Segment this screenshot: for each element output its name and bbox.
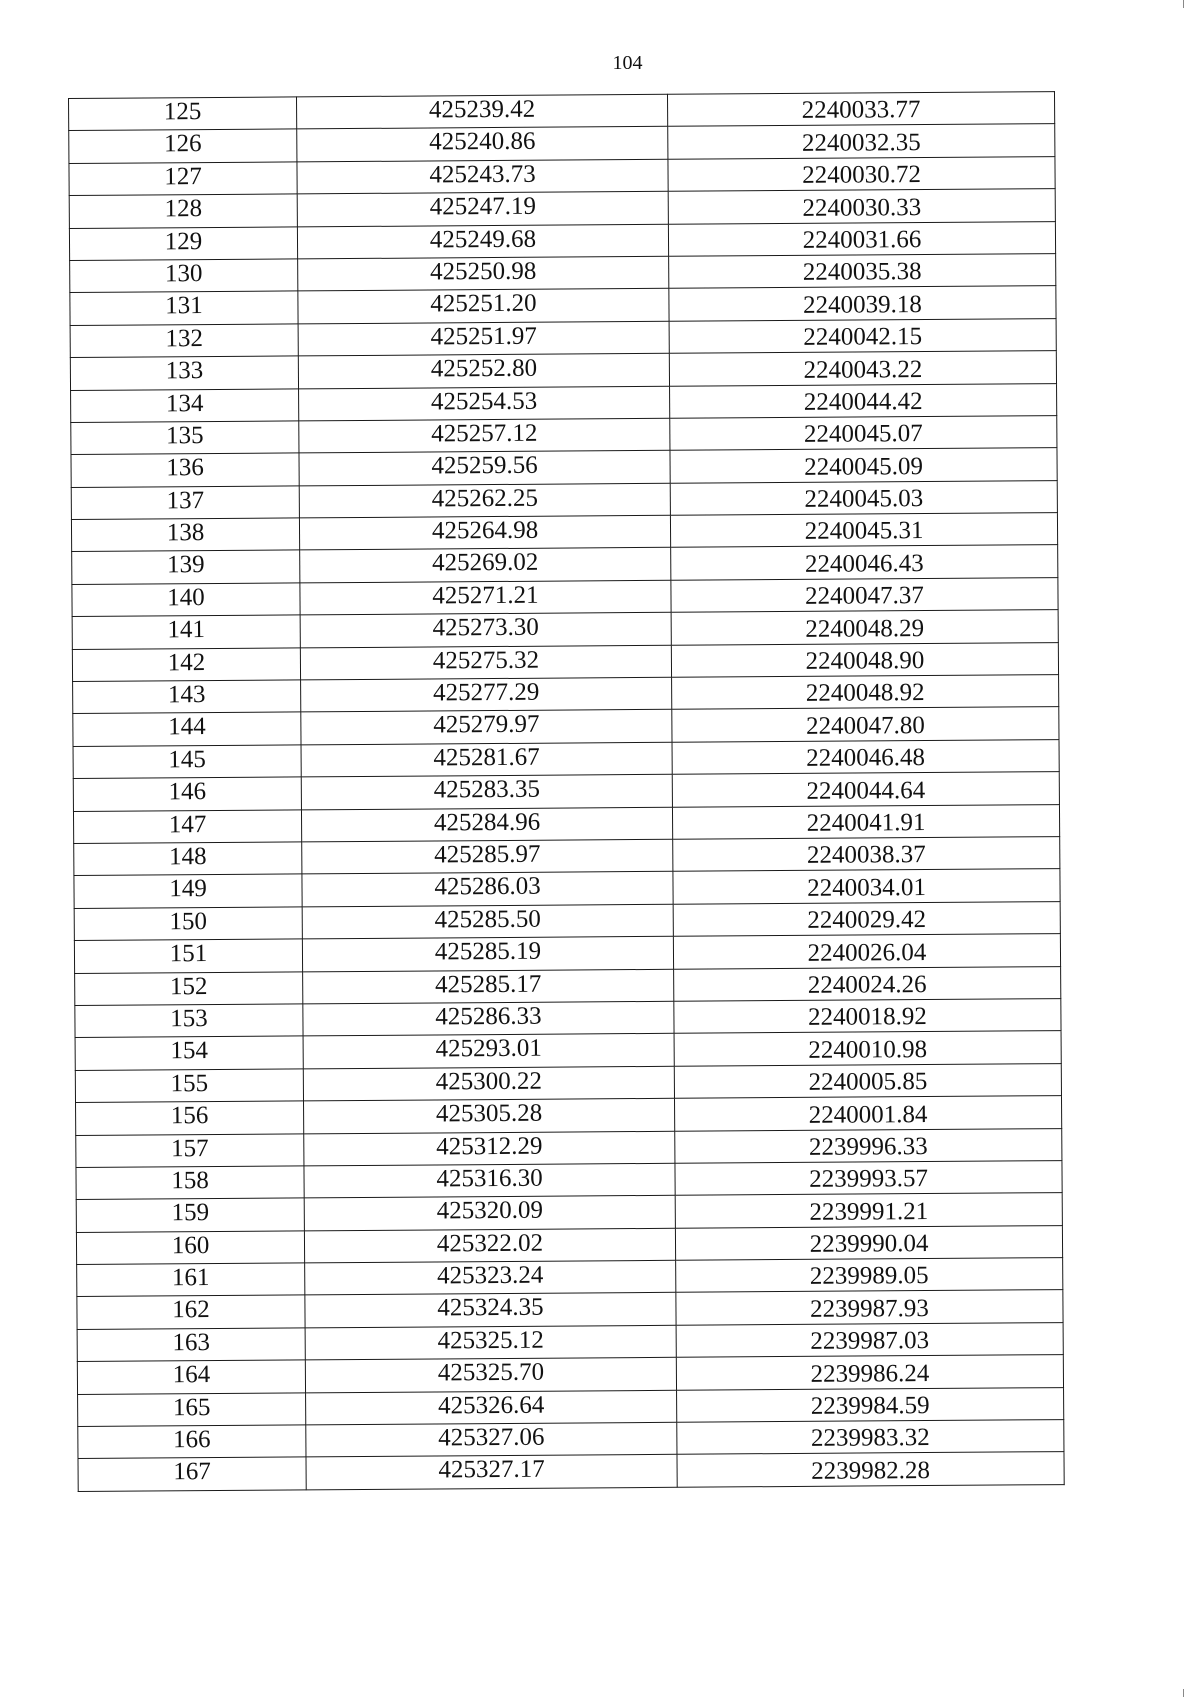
point-id-cell: 164	[77, 1360, 305, 1394]
y-coordinate-cell: 2239987.03	[676, 1322, 1063, 1357]
y-coordinate-cell: 2240046.48	[672, 739, 1059, 774]
y-coordinate-cell: 2239991.21	[675, 1193, 1062, 1228]
x-coordinate-cell: 425251.97	[298, 321, 669, 356]
x-coordinate-cell: 425269.02	[300, 548, 671, 583]
x-coordinate-cell: 425284.96	[301, 807, 672, 842]
x-coordinate-cell: 425281.67	[301, 742, 672, 777]
point-id-cell: 156	[76, 1101, 304, 1135]
x-coordinate-cell: 425240.86	[297, 127, 668, 162]
x-coordinate-cell: 425273.30	[300, 613, 671, 648]
scan-edge-mark	[1183, 0, 1184, 8]
y-coordinate-cell: 2239996.33	[675, 1128, 1062, 1163]
x-coordinate-cell: 425285.50	[302, 904, 673, 939]
point-id-cell: 140	[72, 583, 300, 617]
x-coordinate-cell: 425275.32	[300, 645, 671, 680]
point-id-cell: 160	[76, 1231, 304, 1265]
y-coordinate-cell: 2240018.92	[674, 999, 1061, 1034]
point-id-cell: 151	[74, 939, 302, 973]
y-coordinate-cell: 2240033.77	[667, 92, 1054, 127]
y-coordinate-cell: 2240048.90	[671, 642, 1058, 677]
y-coordinate-cell: 2240045.07	[670, 416, 1057, 451]
x-coordinate-cell: 425324.35	[305, 1293, 676, 1328]
x-coordinate-cell: 425259.56	[299, 451, 670, 486]
x-coordinate-cell: 425247.19	[297, 191, 668, 226]
point-id-cell: 133	[70, 356, 298, 390]
x-coordinate-cell: 425327.06	[306, 1422, 677, 1457]
y-coordinate-cell: 2240048.92	[672, 675, 1059, 710]
point-id-cell: 135	[71, 421, 299, 455]
point-id-cell: 128	[69, 194, 297, 228]
x-coordinate-cell: 425251.20	[298, 289, 669, 324]
point-id-cell: 141	[72, 615, 300, 649]
table-row	[78, 1452, 1064, 1491]
point-id-cell: 142	[72, 648, 300, 682]
point-id-cell: 163	[77, 1328, 305, 1362]
point-id-cell: 153	[75, 1004, 303, 1038]
y-coordinate-cell: 2240030.72	[668, 156, 1055, 191]
y-coordinate-cell: 2240035.38	[669, 254, 1056, 289]
y-coordinate-cell: 2239990.04	[675, 1225, 1062, 1260]
point-id-cell: 150	[74, 907, 302, 941]
point-id-cell: 131	[70, 291, 298, 325]
point-id-cell: 129	[69, 226, 297, 260]
point-id-cell: 134	[71, 388, 299, 422]
point-id-cell: 162	[77, 1295, 305, 1329]
y-coordinate-cell: 2240041.91	[672, 804, 1059, 839]
y-coordinate-cell: 2240047.80	[672, 707, 1059, 742]
point-id-cell: 146	[73, 777, 301, 811]
x-coordinate-cell: 425323.24	[305, 1260, 676, 1295]
point-id-cell: 158	[76, 1166, 304, 1200]
point-id-cell: 165	[78, 1392, 306, 1426]
y-coordinate-cell: 2240044.42	[670, 383, 1057, 418]
x-coordinate-cell: 425249.68	[297, 224, 668, 259]
y-coordinate-cell: 2240039.18	[669, 286, 1056, 321]
point-id-cell: 145	[73, 745, 301, 779]
y-coordinate-cell: 2239986.24	[676, 1355, 1063, 1390]
y-coordinate-cell: 2240034.01	[673, 869, 1060, 904]
y-coordinate-cell: 2240024.26	[674, 966, 1061, 1001]
y-coordinate-cell: 2240044.64	[672, 772, 1059, 807]
point-id-cell: 130	[70, 259, 298, 293]
y-coordinate-cell: 2239989.05	[676, 1258, 1063, 1293]
y-coordinate-cell: 2240026.04	[673, 934, 1060, 969]
y-coordinate-cell: 2240031.66	[668, 221, 1055, 256]
point-id-cell: 126	[69, 129, 297, 163]
point-id-cell: 132	[70, 324, 298, 358]
point-id-cell: 167	[78, 1457, 306, 1491]
x-coordinate-cell: 425264.98	[299, 515, 670, 550]
y-coordinate-cell: 2240048.29	[671, 610, 1058, 645]
x-coordinate-cell: 425300.22	[303, 1066, 674, 1101]
point-id-cell: 136	[71, 453, 299, 487]
x-coordinate-cell: 425285.19	[302, 936, 673, 971]
x-coordinate-cell: 425312.29	[304, 1131, 675, 1166]
point-id-cell: 139	[72, 550, 300, 584]
coordinate-table-body	[69, 92, 1065, 1492]
x-coordinate-cell: 425254.53	[299, 386, 670, 421]
y-coordinate-cell: 2240042.15	[669, 318, 1056, 353]
x-coordinate-cell: 425320.09	[304, 1196, 675, 1231]
point-id-cell: 148	[74, 842, 302, 876]
y-coordinate-cell: 2240045.31	[670, 513, 1057, 548]
x-coordinate-cell: 425286.03	[302, 872, 673, 907]
x-coordinate-cell: 425286.33	[303, 1001, 674, 1036]
y-coordinate-cell: 2239982.28	[677, 1452, 1064, 1487]
point-id-cell: 155	[75, 1069, 303, 1103]
x-coordinate-cell: 425250.98	[298, 256, 669, 291]
y-coordinate-cell: 2240045.03	[670, 480, 1057, 515]
coordinate-table	[68, 91, 1065, 1492]
point-id-cell: 127	[69, 162, 297, 196]
point-id-cell: 166	[78, 1425, 306, 1459]
point-id-cell: 144	[73, 712, 301, 746]
x-coordinate-cell: 425279.97	[301, 710, 672, 745]
y-coordinate-cell: 2240001.84	[674, 1096, 1061, 1131]
y-coordinate-cell: 2239993.57	[675, 1160, 1062, 1195]
point-id-cell: 125	[69, 97, 297, 131]
point-id-cell: 137	[71, 486, 299, 520]
y-coordinate-cell: 2240045.09	[670, 448, 1057, 483]
point-id-cell: 138	[71, 518, 299, 552]
y-coordinate-cell: 2240032.35	[668, 124, 1055, 159]
y-coordinate-cell: 2240046.43	[671, 545, 1058, 580]
y-coordinate-cell: 2239983.32	[677, 1420, 1064, 1455]
x-coordinate-cell: 425327.17	[306, 1455, 677, 1490]
point-id-cell: 154	[75, 1036, 303, 1070]
x-coordinate-cell: 425257.12	[299, 418, 670, 453]
x-coordinate-cell: 425326.64	[306, 1390, 677, 1425]
point-id-cell: 152	[75, 971, 303, 1005]
x-coordinate-cell: 425285.17	[303, 969, 674, 1004]
y-coordinate-cell: 2240043.22	[669, 351, 1056, 386]
x-coordinate-cell: 425262.25	[299, 483, 670, 518]
x-coordinate-cell: 425252.80	[298, 353, 669, 388]
x-coordinate-cell: 425322.02	[304, 1228, 675, 1263]
y-coordinate-cell: 2240010.98	[674, 1031, 1061, 1066]
y-coordinate-cell: 2240047.37	[671, 577, 1058, 612]
point-id-cell: 161	[77, 1263, 305, 1297]
x-coordinate-cell: 425285.97	[302, 839, 673, 874]
page-number: 104	[612, 52, 643, 74]
y-coordinate-cell: 2239984.59	[677, 1387, 1064, 1422]
x-coordinate-cell: 425316.30	[304, 1163, 675, 1198]
y-coordinate-cell: 2240029.42	[673, 901, 1060, 936]
x-coordinate-cell: 425239.42	[296, 94, 667, 129]
point-id-cell: 147	[73, 809, 301, 843]
x-coordinate-cell: 425325.12	[305, 1325, 676, 1360]
point-id-cell: 149	[74, 874, 302, 908]
y-coordinate-cell: 2240005.85	[674, 1063, 1061, 1098]
y-coordinate-cell: 2240030.33	[668, 189, 1055, 224]
scan-edge-mark	[1183, 1689, 1184, 1697]
x-coordinate-cell: 425283.35	[301, 775, 672, 810]
point-id-cell: 159	[76, 1198, 304, 1232]
point-id-cell: 157	[76, 1133, 304, 1167]
point-id-cell: 143	[73, 680, 301, 714]
x-coordinate-cell: 425243.73	[297, 159, 668, 194]
y-coordinate-cell: 2239987.93	[676, 1290, 1063, 1325]
x-coordinate-cell: 425277.29	[301, 677, 672, 712]
x-coordinate-cell: 425271.21	[300, 580, 671, 615]
x-coordinate-cell: 425293.01	[303, 1034, 674, 1069]
x-coordinate-cell: 425305.28	[304, 1098, 675, 1133]
x-coordinate-cell: 425325.70	[305, 1358, 676, 1393]
y-coordinate-cell: 2240038.37	[673, 837, 1060, 872]
